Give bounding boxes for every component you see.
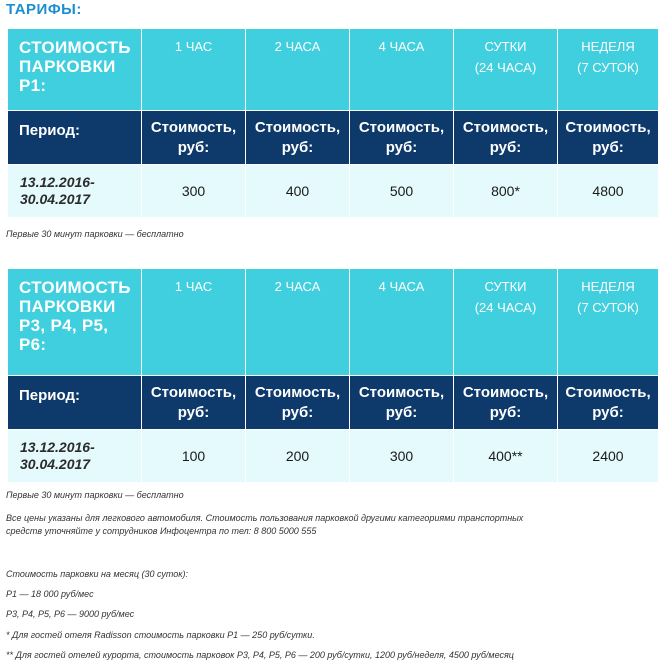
period-dates: 13.12.2016- 30.04.2017 xyxy=(8,430,142,483)
cost-label: Стоимость, руб: xyxy=(350,111,454,165)
header-row xyxy=(8,29,659,111)
monthly-p3-p6: P3, P4, P5, P6 — 9000 руб/мес xyxy=(6,609,135,619)
cost-label: Стоимость, руб: xyxy=(142,376,246,430)
monthly-p1: P1 — 18 000 руб/мес xyxy=(6,589,94,599)
column-2-hours: 2 ЧАСА xyxy=(246,269,350,376)
column-week: НЕДЕЛЯ (7 СУТОК) xyxy=(558,29,659,111)
cost-label: Стоимость, руб: xyxy=(454,376,558,430)
radisson-note: * Для гостей отеля Radisson стоимость парковки P1 — 250 руб/сутки. xyxy=(6,630,315,640)
parking-name: СТОИМОСТЬ ПАРКОВКИ P1: xyxy=(8,29,142,111)
column-day: СУТКИ (24 ЧАСА) xyxy=(454,29,558,111)
period-row xyxy=(8,376,659,430)
column-1-hour: 1 ЧАС xyxy=(142,269,246,376)
price-cell: 500 xyxy=(350,165,454,218)
column-4-hours: 4 ЧАСА xyxy=(350,269,454,376)
period-label: Период: xyxy=(8,111,142,165)
cost-label: Стоимость, руб: xyxy=(246,111,350,165)
page-title: ТАРИФЫ: xyxy=(6,1,82,18)
cost-label: Стоимость, руб: xyxy=(350,376,454,430)
monthly-title: Стоимость парковки на месяц (30 суток): xyxy=(6,569,189,579)
period-dates: 13.12.2016- 30.04.2017 xyxy=(8,165,142,218)
free-minutes-note: Первые 30 минут парковки — бесплатно xyxy=(6,490,184,500)
column-2-hours: 2 ЧАСА xyxy=(246,29,350,111)
price-row xyxy=(8,165,659,218)
header-row xyxy=(8,269,659,376)
period-row xyxy=(8,111,659,165)
price-cell: 400 xyxy=(246,165,350,218)
column-4-hours: 4 ЧАСА xyxy=(350,29,454,111)
cost-label: Стоимость, руб: xyxy=(142,111,246,165)
car-category-note: Все цены указаны для легкового автомобиля. Стоимость пользования парковкой другими категориями транспортных xyxy=(6,513,524,523)
cost-label: Стоимость, руб: xyxy=(558,376,659,430)
price-cell: 100 xyxy=(142,430,246,483)
price-row xyxy=(8,430,659,483)
column-day: СУТКИ (24 ЧАСА) xyxy=(454,269,558,376)
car-category-note-contact: средств уточняйте у сотрудников Инфоцентра по тел: 8 800 5000 555 xyxy=(6,526,317,536)
price-cell: 2400 xyxy=(558,430,659,483)
cost-label: Стоимость, руб: xyxy=(558,111,659,165)
parking-name: СТОИМОСТЬ ПАРКОВКИ P3, P4, P5, P6: xyxy=(8,269,142,376)
cost-label: Стоимость, руб: xyxy=(246,376,350,430)
price-cell: 800* xyxy=(454,165,558,218)
price-cell: 4800 xyxy=(558,165,659,218)
price-cell: 300 xyxy=(350,430,454,483)
resort-note: ** Для гостей отелей курорта, стоимость парковок P3, P4, P5, P6 — 200 руб/сутки, 1200 руб/неделя, 4500 руб/месяц xyxy=(6,650,514,660)
price-cell: 400** xyxy=(454,430,558,483)
free-minutes-note: Первые 30 минут парковки — бесплатно xyxy=(6,229,184,239)
price-cell: 200 xyxy=(246,430,350,483)
column-1-hour: 1 ЧАС xyxy=(142,29,246,111)
column-week: НЕДЕЛЯ (7 СУТОК) xyxy=(558,269,659,376)
price-cell: 300 xyxy=(142,165,246,218)
period-label: Период: xyxy=(8,376,142,430)
tariff-table-p1 xyxy=(7,28,659,218)
cost-label: Стоимость, руб: xyxy=(454,111,558,165)
tariff-table-p3-p6 xyxy=(7,268,659,483)
